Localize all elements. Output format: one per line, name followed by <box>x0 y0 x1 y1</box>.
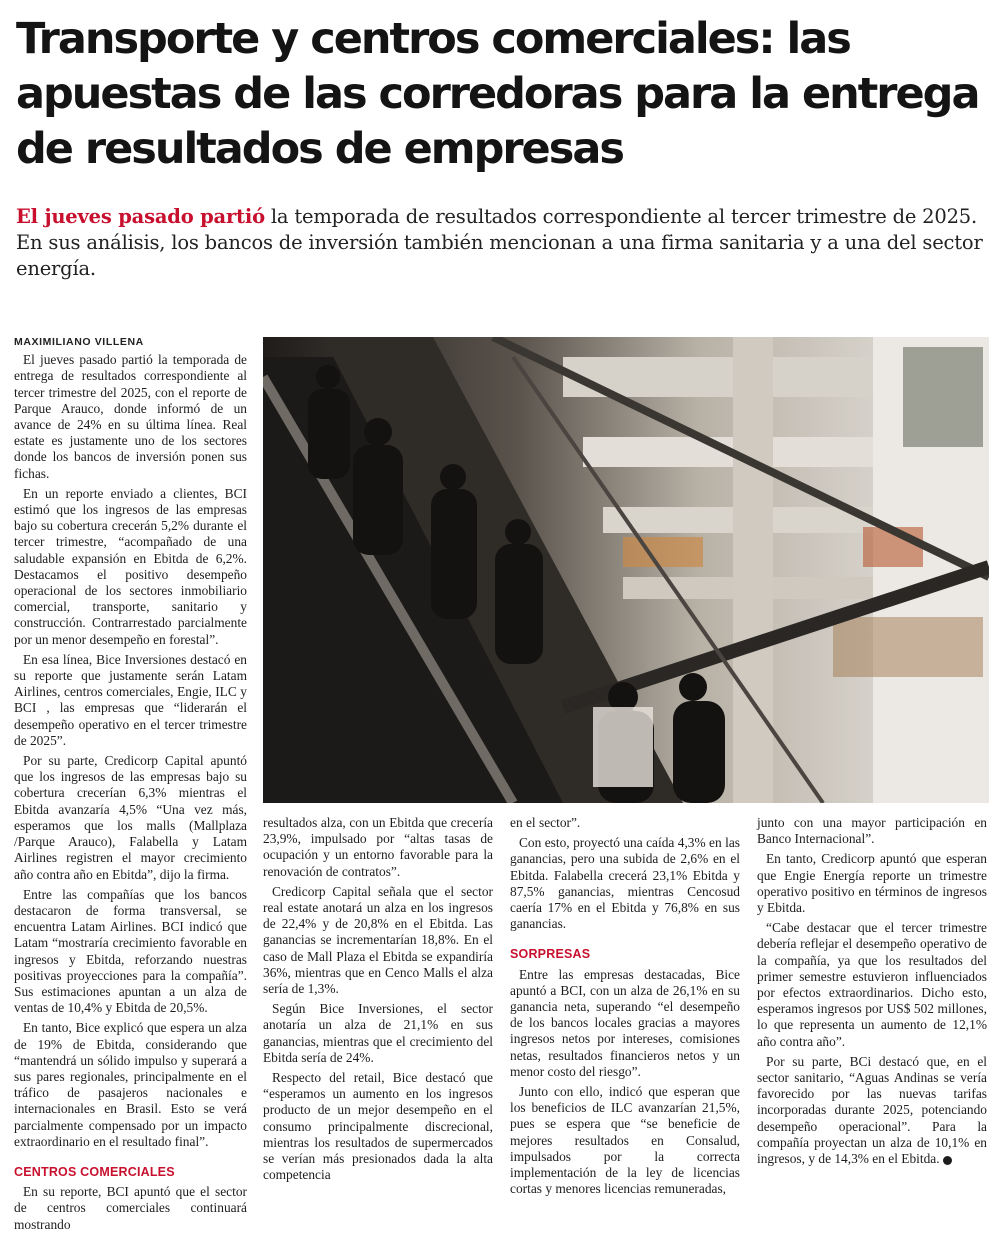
paragraph: Con esto, proyectó una caída 4,3% en las ganancias, pero una subida de 2,6% en el Ebitda. Falabella crecerá 23,1% Ebitda y 87,5% ganancias, mientras Cencosud caería 17% en el Ebitda y 76,8% en sus ganancias. <box>510 835 740 932</box>
paragraph: En esa línea, Bice Inversiones destacó en su reporte que justamente serán Latam Airlines, centros comerciales, Engie, ILC y BCI , las empresas que “liderarán el desempeño operativo en el tercer trimestre de 2025”. <box>14 651 247 748</box>
paragraph: resultados alza, con un Ebitda que crecería 23,9%, impulsado por “altas tasas de ocupación y un entorno favorable para la renovación de contratos”. <box>263 815 493 879</box>
lead-paragraph <box>16 204 991 282</box>
paragraph: en el sector”. <box>510 815 581 830</box>
subhead-centros-comerciales: CENTROS COMERCIALES <box>14 1164 175 1179</box>
column-2 <box>263 815 493 1187</box>
column-4 <box>757 815 987 1171</box>
paragraph: En tanto, Bice explicó que espera un alza de 19% de Ebitda, considerando que “mantendrá un sólido impulso y superará a sus pares regionales, principalmente en el tráfico de pasajeros nacionales e internacionales en Brasil. Esto se verá parcialmente compensado por un impacto extraordinario en el resultado final”. <box>14 1020 247 1149</box>
photo-illustration <box>263 337 989 803</box>
mall-escalator-photo <box>263 337 989 803</box>
paragraph: En su reporte, BCI apuntó que el sector de centros comerciales continuará mostrando <box>14 1184 247 1232</box>
paragraph <box>757 1054 987 1167</box>
paragraph: “Cabe destacar que el tercer trimestre debería reflejar el desempeño operativo de la compañía, ya que los resultados del primer semestre estuvieron influenciados por efectos extraordinarios. Dicho esto, esperamos ingresos por US$ 502 millones, lo que representa un aumento de 12,1% año contra año”. <box>757 920 987 1049</box>
paragraph: Junto con ello, indicó que esperan que los beneficios de ILC avanzarían 21,5%, pues se espera que “se beneficie de mejores resultados en Consalud, impulsados por la correcta implementación de la ley de licencias cortas y menores licencias remuneradas, <box>510 1084 740 1197</box>
headline: Transporte y centros comerciales: las apuestas de las corredoras para la entrega de resultados de empresas <box>16 14 979 174</box>
paragraph: Por su parte, Credicorp Capital apuntó que los ingresos de las empresas bajo su cobertura crecerían 6,3% mientras el Ebitda avanzaría 4,5% “Una vez más, esperamos que los malls (Mallplaza /Parque Arauco), Falabella y Latam Airlines registren el mayor crecimiento año contra año en Ebitda”, dijo la firma. <box>14 753 247 882</box>
paragraph: Credicorp Capital señala que el sector real estate anotará un alza en los ingresos de 22,4% y de 20,8% en el Ebitda. Las ganancias se incrementarían 18,8%. En el caso de Mall Plaza el Ebitda se expandiría 36%, mientras que en Cenco Malls el alza sería de 1,3%. <box>263 883 493 997</box>
paragraph: En un reporte enviado a clientes, BCI estimó que los ingresos de las empresas bajo su cobertura crecerán 5,2% durante el tercer trimestre, “acompañado de una saludable expansión en Ebitda de 6,2%. Destacamos el positivo desempeño operacional de los sectores inmobiliario comercial, transporte, sanitario y construcción. Contrarrestado parcialmente por un menor desempeño en forestal”. <box>14 485 247 647</box>
column-3 <box>510 815 740 1201</box>
paragraph: junto con una mayor participación en Banco Internacional”. <box>757 815 987 847</box>
author-byline: MAXIMILIANO VILLENA <box>14 336 144 348</box>
paragraph-text: Por su parte, BCi destacó que, en el sector sanitario, “Aguas Andinas se vería favorecido por las nuevas tarifas incorporadas durante 2025, potenciando desempeño operacional”. Para la compañía proyectan un alza de 10,1% en ingresos, y de 14,3% en el Ebitda. <box>757 1053 987 1167</box>
lead-highlight: El jueves pasado partió <box>16 205 265 228</box>
paragraph: Según Bice Inversiones, el sector anotaría un alza de 21,1% en sus ganancias, mientras que el crecimiento del Ebitda sería de 24%. <box>263 1001 493 1065</box>
paragraph: Entre las compañías que los bancos destacaron de forma transversal, se encuentra Latam Airlines. BCI indicó que Latam “mostraría crecimiento favorable en ingresos y Ebitda, reforzando nuestras positivas proyecciones para la compañía”. Sus estimaciones apuntan a un alza de ventas de 10,4% y Ebitda de 20,5%. <box>14 886 247 1016</box>
column-1 <box>14 334 247 1237</box>
end-mark-icon: P <box>943 1156 952 1165</box>
paragraph: En tanto, Credicorp apuntó que esperan que Engie Energía reporte un trimestre operativo positivo en términos de ingresos y Ebitda. <box>757 851 987 916</box>
paragraph: Respecto del retail, Bice destacó que “esperamos un aumento en los ingresos producto de un mejor desempeño en el consumo principalmente discrecional, mientras los resultados de supermercados se verían más presionados dada la alta competencia <box>263 1070 493 1183</box>
lead-text: la temporada de resultados correspondiente al tercer trimestre de 2025. En sus análisis, los bancos de inversión también mencionan a una firma sanitaria y a una del sector energía. <box>16 205 983 280</box>
paragraph: El jueves pasado partió la temporada de entrega de resultados correspondiente al tercer trimestre del 2025, con el reporte de Parque Arauco, donde informó de un avance de 24% en su última línea. Real estate es justamente uno de los sectores donde los bancos de inversión ponen sus fichas. <box>14 352 247 481</box>
subhead-sorpresas: SORPRESAS <box>510 947 591 962</box>
paragraph: Entre las empresas destacadas, Bice apuntó a BCI, con un alza de 26,1% en su ganancia neta, superando “el desempeño de los bancos locales gracias a mayores ingresos netos por intereses, comisiones netas, resultados financieros netos y un menor costo del riesgo”. <box>510 966 740 1079</box>
